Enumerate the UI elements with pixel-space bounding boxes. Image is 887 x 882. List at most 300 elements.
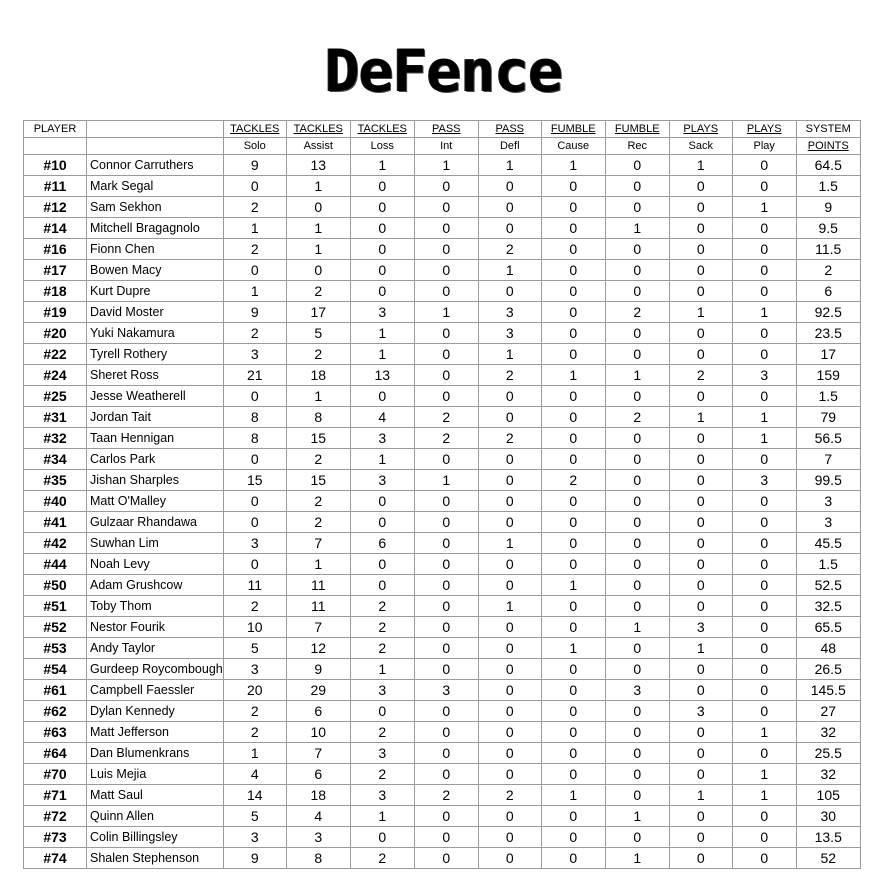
- table-row: [24, 575, 861, 596]
- stat-plays-sack: 1: [669, 638, 732, 659]
- stat-tackles-assist: 7: [286, 533, 350, 554]
- table-row: [24, 638, 861, 659]
- player-number: #34: [24, 449, 87, 470]
- stat-pass-defl: 0: [478, 281, 541, 302]
- stat-system-points: 25.5: [796, 743, 860, 764]
- stat-fumble-cause: 0: [541, 701, 605, 722]
- stat-tackles-solo: 0: [223, 386, 286, 407]
- defence-stats-table: [23, 120, 861, 869]
- stat-fumble-rec: 1: [605, 848, 669, 869]
- stat-tackles-loss: 3: [350, 470, 414, 491]
- stat-system-points: 27: [796, 701, 860, 722]
- player-name: Noah Levy: [87, 554, 224, 575]
- stat-fumble-rec: 3: [605, 680, 669, 701]
- table-row: [24, 827, 861, 848]
- subheader-solo: Solo: [223, 138, 286, 155]
- stat-plays-sack: 2: [669, 365, 732, 386]
- stat-tackles-assist: 6: [286, 764, 350, 785]
- stat-tackles-solo: 2: [223, 701, 286, 722]
- stat-pass-int: 0: [414, 701, 478, 722]
- stat-pass-int: 0: [414, 344, 478, 365]
- table-row: [24, 743, 861, 764]
- stat-pass-int: 0: [414, 617, 478, 638]
- stat-plays-play: 0: [732, 491, 796, 512]
- stat-plays-sack: 0: [669, 239, 732, 260]
- stat-tackles-solo: 2: [223, 722, 286, 743]
- player-name: Kurt Dupre: [87, 281, 224, 302]
- subheader-cause: Cause: [541, 138, 605, 155]
- stat-fumble-rec: 1: [605, 218, 669, 239]
- stat-pass-defl: 0: [478, 617, 541, 638]
- stat-plays-sack: 0: [669, 722, 732, 743]
- stat-pass-int: 1: [414, 155, 478, 176]
- stat-fumble-cause: 0: [541, 449, 605, 470]
- table-row: [24, 470, 861, 491]
- table-row: [24, 428, 861, 449]
- stat-plays-sack: 0: [669, 848, 732, 869]
- stat-plays-play: 0: [732, 806, 796, 827]
- stat-tackles-solo: 9: [223, 155, 286, 176]
- table-row: [24, 449, 861, 470]
- player-number: #12: [24, 197, 87, 218]
- stat-plays-play: 0: [732, 680, 796, 701]
- stat-plays-play: 1: [732, 428, 796, 449]
- stat-fumble-rec: 0: [605, 764, 669, 785]
- stat-fumble-rec: 1: [605, 806, 669, 827]
- stat-plays-play: 0: [732, 596, 796, 617]
- player-name: Andy Taylor: [87, 638, 224, 659]
- stat-fumble-cause: 0: [541, 176, 605, 197]
- stat-tackles-assist: 17: [286, 302, 350, 323]
- stat-system-points: 17: [796, 344, 860, 365]
- stat-tackles-solo: 15: [223, 470, 286, 491]
- player-name: Dan Blumenkrans: [87, 743, 224, 764]
- stat-tackles-assist: 2: [286, 344, 350, 365]
- stat-tackles-solo: 14: [223, 785, 286, 806]
- stat-pass-defl: 1: [478, 155, 541, 176]
- stat-plays-sack: 0: [669, 533, 732, 554]
- stat-plays-sack: 0: [669, 344, 732, 365]
- stat-tackles-assist: 5: [286, 323, 350, 344]
- stat-tackles-assist: 3: [286, 827, 350, 848]
- stat-tackles-assist: 18: [286, 365, 350, 386]
- stat-tackles-assist: 18: [286, 785, 350, 806]
- stat-pass-int: 0: [414, 638, 478, 659]
- stat-tackles-assist: 2: [286, 491, 350, 512]
- stat-plays-sack: 0: [669, 197, 732, 218]
- stat-tackles-solo: 21: [223, 365, 286, 386]
- stat-pass-defl: 1: [478, 344, 541, 365]
- stat-fumble-cause: 0: [541, 386, 605, 407]
- player-name: Carlos Park: [87, 449, 224, 470]
- stat-plays-play: 0: [732, 218, 796, 239]
- stat-tackles-loss: 1: [350, 323, 414, 344]
- player-name: Suwhan Lim: [87, 533, 224, 554]
- player-number: #24: [24, 365, 87, 386]
- stat-fumble-cause: 0: [541, 323, 605, 344]
- stat-tackles-loss: 0: [350, 176, 414, 197]
- subheader-assist: Assist: [286, 138, 350, 155]
- stat-tackles-solo: 3: [223, 533, 286, 554]
- player-number: #35: [24, 470, 87, 491]
- stat-system-points: 92.5: [796, 302, 860, 323]
- player-number: #73: [24, 827, 87, 848]
- stat-fumble-cause: 0: [541, 554, 605, 575]
- stat-tackles-loss: 3: [350, 302, 414, 323]
- stat-plays-play: 0: [732, 239, 796, 260]
- stat-tackles-assist: 10: [286, 722, 350, 743]
- stat-system-points: 6: [796, 281, 860, 302]
- stat-tackles-assist: 2: [286, 449, 350, 470]
- stat-tackles-loss: 2: [350, 722, 414, 743]
- stat-fumble-cause: 2: [541, 470, 605, 491]
- stat-tackles-loss: 3: [350, 428, 414, 449]
- stat-tackles-loss: 13: [350, 365, 414, 386]
- stat-system-points: 11.5: [796, 239, 860, 260]
- player-number: #16: [24, 239, 87, 260]
- stat-system-points: 48: [796, 638, 860, 659]
- stat-system-points: 159: [796, 365, 860, 386]
- stat-tackles-solo: 1: [223, 743, 286, 764]
- stat-fumble-cause: 0: [541, 533, 605, 554]
- player-name: Mitchell Bragagnolo: [87, 218, 224, 239]
- player-name: Yuki Nakamura: [87, 323, 224, 344]
- stat-plays-play: 0: [732, 386, 796, 407]
- player-number: #41: [24, 512, 87, 533]
- stat-pass-int: 0: [414, 281, 478, 302]
- stat-tackles-loss: 0: [350, 386, 414, 407]
- stat-tackles-solo: 9: [223, 302, 286, 323]
- header-pass-defl: PASS: [478, 121, 541, 138]
- stat-fumble-rec: 0: [605, 638, 669, 659]
- stat-system-points: 7: [796, 449, 860, 470]
- header-fumble-rec: FUMBLE: [605, 121, 669, 138]
- stat-fumble-cause: 0: [541, 491, 605, 512]
- stat-tackles-loss: 0: [350, 512, 414, 533]
- stat-tackles-loss: 2: [350, 638, 414, 659]
- stat-pass-defl: 2: [478, 428, 541, 449]
- stat-pass-defl: 0: [478, 512, 541, 533]
- table-row: [24, 155, 861, 176]
- table-row: [24, 806, 861, 827]
- stat-system-points: 79: [796, 407, 860, 428]
- stat-tackles-assist: 11: [286, 575, 350, 596]
- player-number: #63: [24, 722, 87, 743]
- player-number: #17: [24, 260, 87, 281]
- player-number: #20: [24, 323, 87, 344]
- table-row: [24, 596, 861, 617]
- stat-fumble-rec: 0: [605, 575, 669, 596]
- stat-tackles-solo: 3: [223, 827, 286, 848]
- stat-pass-int: 0: [414, 554, 478, 575]
- player-name: Taan Hennigan: [87, 428, 224, 449]
- stat-tackles-assist: 0: [286, 197, 350, 218]
- stat-tackles-solo: 11: [223, 575, 286, 596]
- stat-fumble-cause: 0: [541, 596, 605, 617]
- stat-plays-play: 0: [732, 449, 796, 470]
- player-name: Connor Carruthers: [87, 155, 224, 176]
- stat-pass-defl: 0: [478, 827, 541, 848]
- stat-system-points: 13.5: [796, 827, 860, 848]
- player-name: Campbell Faessler: [87, 680, 224, 701]
- stat-tackles-assist: 1: [286, 239, 350, 260]
- stat-tackles-assist: 2: [286, 281, 350, 302]
- player-number: #50: [24, 575, 87, 596]
- stat-fumble-rec: 0: [605, 155, 669, 176]
- stat-fumble-rec: 0: [605, 470, 669, 491]
- player-name: Sam Sekhon: [87, 197, 224, 218]
- stat-pass-defl: 3: [478, 323, 541, 344]
- stat-fumble-rec: 2: [605, 302, 669, 323]
- stat-fumble-rec: 0: [605, 743, 669, 764]
- stat-plays-sack: 0: [669, 743, 732, 764]
- stat-pass-int: 0: [414, 596, 478, 617]
- subheader-play: Play: [732, 138, 796, 155]
- stat-fumble-cause: 0: [541, 512, 605, 533]
- stat-plays-sack: 3: [669, 617, 732, 638]
- stat-fumble-rec: 0: [605, 239, 669, 260]
- stat-pass-int: 0: [414, 491, 478, 512]
- player-name: Toby Thom: [87, 596, 224, 617]
- stat-plays-play: 0: [732, 344, 796, 365]
- player-name: Jordan Tait: [87, 407, 224, 428]
- stat-system-points: 2: [796, 260, 860, 281]
- stat-tackles-solo: 9: [223, 848, 286, 869]
- stat-tackles-solo: 0: [223, 260, 286, 281]
- stat-tackles-loss: 1: [350, 155, 414, 176]
- stat-plays-sack: 0: [669, 764, 732, 785]
- stat-pass-int: 0: [414, 722, 478, 743]
- stat-tackles-loss: 0: [350, 260, 414, 281]
- stat-pass-int: 2: [414, 785, 478, 806]
- stat-plays-play: 1: [732, 302, 796, 323]
- player-name: Gurdeep Roycombough: [87, 659, 224, 680]
- stat-tackles-loss: 1: [350, 344, 414, 365]
- stat-tackles-solo: 2: [223, 323, 286, 344]
- stat-pass-defl: 0: [478, 575, 541, 596]
- stat-fumble-cause: 1: [541, 638, 605, 659]
- stat-system-points: 32.5: [796, 596, 860, 617]
- table-row: [24, 239, 861, 260]
- stat-tackles-assist: 29: [286, 680, 350, 701]
- table-row: [24, 701, 861, 722]
- stat-plays-play: 0: [732, 701, 796, 722]
- stat-system-points: 9.5: [796, 218, 860, 239]
- stat-tackles-loss: 2: [350, 764, 414, 785]
- player-number: #51: [24, 596, 87, 617]
- stat-system-points: 26.5: [796, 659, 860, 680]
- stat-pass-int: 0: [414, 176, 478, 197]
- stat-fumble-cause: 0: [541, 848, 605, 869]
- stat-fumble-rec: 0: [605, 344, 669, 365]
- stat-tackles-assist: 9: [286, 659, 350, 680]
- player-name: Nestor Fourik: [87, 617, 224, 638]
- stat-plays-sack: 3: [669, 701, 732, 722]
- table-row: [24, 659, 861, 680]
- subheader-player: [24, 138, 87, 155]
- header-system: SYSTEM: [796, 121, 860, 138]
- stat-tackles-loss: 3: [350, 743, 414, 764]
- stat-fumble-cause: 0: [541, 680, 605, 701]
- table-row: [24, 323, 861, 344]
- stat-fumble-cause: 0: [541, 617, 605, 638]
- stat-tackles-assist: 1: [286, 554, 350, 575]
- stat-tackles-solo: 10: [223, 617, 286, 638]
- table-row: [24, 848, 861, 869]
- stat-system-points: 145.5: [796, 680, 860, 701]
- stat-pass-defl: 0: [478, 470, 541, 491]
- stat-pass-int: 2: [414, 407, 478, 428]
- stat-tackles-assist: 8: [286, 848, 350, 869]
- subheader-rec: Rec: [605, 138, 669, 155]
- table-row: [24, 680, 861, 701]
- stat-pass-defl: 0: [478, 554, 541, 575]
- header-name: [87, 121, 224, 138]
- stat-plays-play: 0: [732, 659, 796, 680]
- player-number: #31: [24, 407, 87, 428]
- stat-fumble-cause: 0: [541, 428, 605, 449]
- stat-fumble-rec: 0: [605, 428, 669, 449]
- table-row: [24, 533, 861, 554]
- stat-tackles-loss: 0: [350, 281, 414, 302]
- stat-fumble-rec: 2: [605, 407, 669, 428]
- player-number: #61: [24, 680, 87, 701]
- stat-system-points: 9: [796, 197, 860, 218]
- stat-tackles-solo: 0: [223, 554, 286, 575]
- table-row: [24, 554, 861, 575]
- stat-system-points: 52.5: [796, 575, 860, 596]
- stat-fumble-rec: 0: [605, 596, 669, 617]
- player-name: Jishan Sharples: [87, 470, 224, 491]
- stat-pass-int: 0: [414, 365, 478, 386]
- stat-plays-play: 0: [732, 575, 796, 596]
- table-row: [24, 386, 861, 407]
- stat-plays-sack: 0: [669, 470, 732, 491]
- stat-pass-defl: 0: [478, 701, 541, 722]
- stat-plays-play: 1: [732, 764, 796, 785]
- stat-tackles-loss: 2: [350, 848, 414, 869]
- player-number: #54: [24, 659, 87, 680]
- stat-tackles-assist: 6: [286, 701, 350, 722]
- stat-plays-play: 0: [732, 176, 796, 197]
- stat-plays-play: 0: [732, 617, 796, 638]
- table-row: [24, 176, 861, 197]
- table-row: [24, 365, 861, 386]
- stat-fumble-cause: 1: [541, 575, 605, 596]
- stat-tackles-loss: 0: [350, 491, 414, 512]
- stat-tackles-assist: 7: [286, 743, 350, 764]
- stat-pass-defl: 0: [478, 806, 541, 827]
- stat-fumble-cause: 0: [541, 344, 605, 365]
- stat-plays-play: 0: [732, 323, 796, 344]
- stat-tackles-loss: 0: [350, 827, 414, 848]
- stat-fumble-rec: 0: [605, 386, 669, 407]
- stat-tackles-loss: 3: [350, 785, 414, 806]
- stat-tackles-solo: 8: [223, 407, 286, 428]
- stat-plays-play: 1: [732, 785, 796, 806]
- stat-tackles-solo: 20: [223, 680, 286, 701]
- stat-plays-sack: 0: [669, 596, 732, 617]
- stat-fumble-rec: 0: [605, 533, 669, 554]
- player-number: #18: [24, 281, 87, 302]
- stat-fumble-rec: 0: [605, 785, 669, 806]
- table-row: [24, 722, 861, 743]
- player-name: Tyrell Rothery: [87, 344, 224, 365]
- stat-fumble-rec: 0: [605, 260, 669, 281]
- table-row: [24, 491, 861, 512]
- stat-pass-int: 0: [414, 239, 478, 260]
- stat-tackles-assist: 2: [286, 512, 350, 533]
- header-plays-sack: PLAYS: [669, 121, 732, 138]
- player-number: #14: [24, 218, 87, 239]
- player-name: Matt O'Malley: [87, 491, 224, 512]
- stat-tackles-loss: 0: [350, 701, 414, 722]
- stat-plays-sack: 0: [669, 659, 732, 680]
- table-row: [24, 512, 861, 533]
- stat-plays-play: 0: [732, 155, 796, 176]
- stat-plays-sack: 1: [669, 785, 732, 806]
- stat-tackles-solo: 1: [223, 281, 286, 302]
- stat-pass-defl: 0: [478, 407, 541, 428]
- player-name: Matt Saul: [87, 785, 224, 806]
- stat-plays-sack: 0: [669, 680, 732, 701]
- stat-tackles-solo: 1: [223, 218, 286, 239]
- stat-plays-play: 0: [732, 638, 796, 659]
- stat-fumble-cause: 0: [541, 197, 605, 218]
- stat-plays-sack: 0: [669, 218, 732, 239]
- stat-plays-sack: 0: [669, 449, 732, 470]
- stat-tackles-loss: 2: [350, 596, 414, 617]
- stat-pass-int: 0: [414, 197, 478, 218]
- stat-tackles-solo: 4: [223, 764, 286, 785]
- stat-system-points: 99.5: [796, 470, 860, 491]
- stat-plays-sack: 0: [669, 281, 732, 302]
- stat-pass-defl: 2: [478, 365, 541, 386]
- stat-tackles-solo: 2: [223, 596, 286, 617]
- stat-tackles-solo: 3: [223, 344, 286, 365]
- header-tackles-solo: TACKLES: [223, 121, 286, 138]
- stat-system-points: 105: [796, 785, 860, 806]
- stat-pass-defl: 1: [478, 260, 541, 281]
- stat-tackles-assist: 8: [286, 407, 350, 428]
- stat-fumble-cause: 0: [541, 722, 605, 743]
- stat-pass-defl: 1: [478, 533, 541, 554]
- stat-fumble-cause: 0: [541, 806, 605, 827]
- subheader-points: POINTS: [796, 138, 860, 155]
- header-row-sub: [24, 138, 861, 155]
- stat-plays-sack: 0: [669, 575, 732, 596]
- stat-system-points: 32: [796, 764, 860, 785]
- stat-tackles-solo: 5: [223, 806, 286, 827]
- stat-tackles-loss: 0: [350, 554, 414, 575]
- player-number: #70: [24, 764, 87, 785]
- table-row: [24, 785, 861, 806]
- stat-fumble-rec: 0: [605, 701, 669, 722]
- table-row: [24, 281, 861, 302]
- stat-tackles-loss: 0: [350, 575, 414, 596]
- stat-tackles-loss: 1: [350, 659, 414, 680]
- stat-system-points: 56.5: [796, 428, 860, 449]
- player-name: Mark Segal: [87, 176, 224, 197]
- stat-tackles-assist: 1: [286, 176, 350, 197]
- player-name: Matt Jefferson: [87, 722, 224, 743]
- stat-fumble-cause: 0: [541, 218, 605, 239]
- stat-fumble-cause: 1: [541, 155, 605, 176]
- stat-tackles-solo: 2: [223, 239, 286, 260]
- stat-plays-play: 3: [732, 365, 796, 386]
- player-number: #22: [24, 344, 87, 365]
- stat-pass-int: 1: [414, 302, 478, 323]
